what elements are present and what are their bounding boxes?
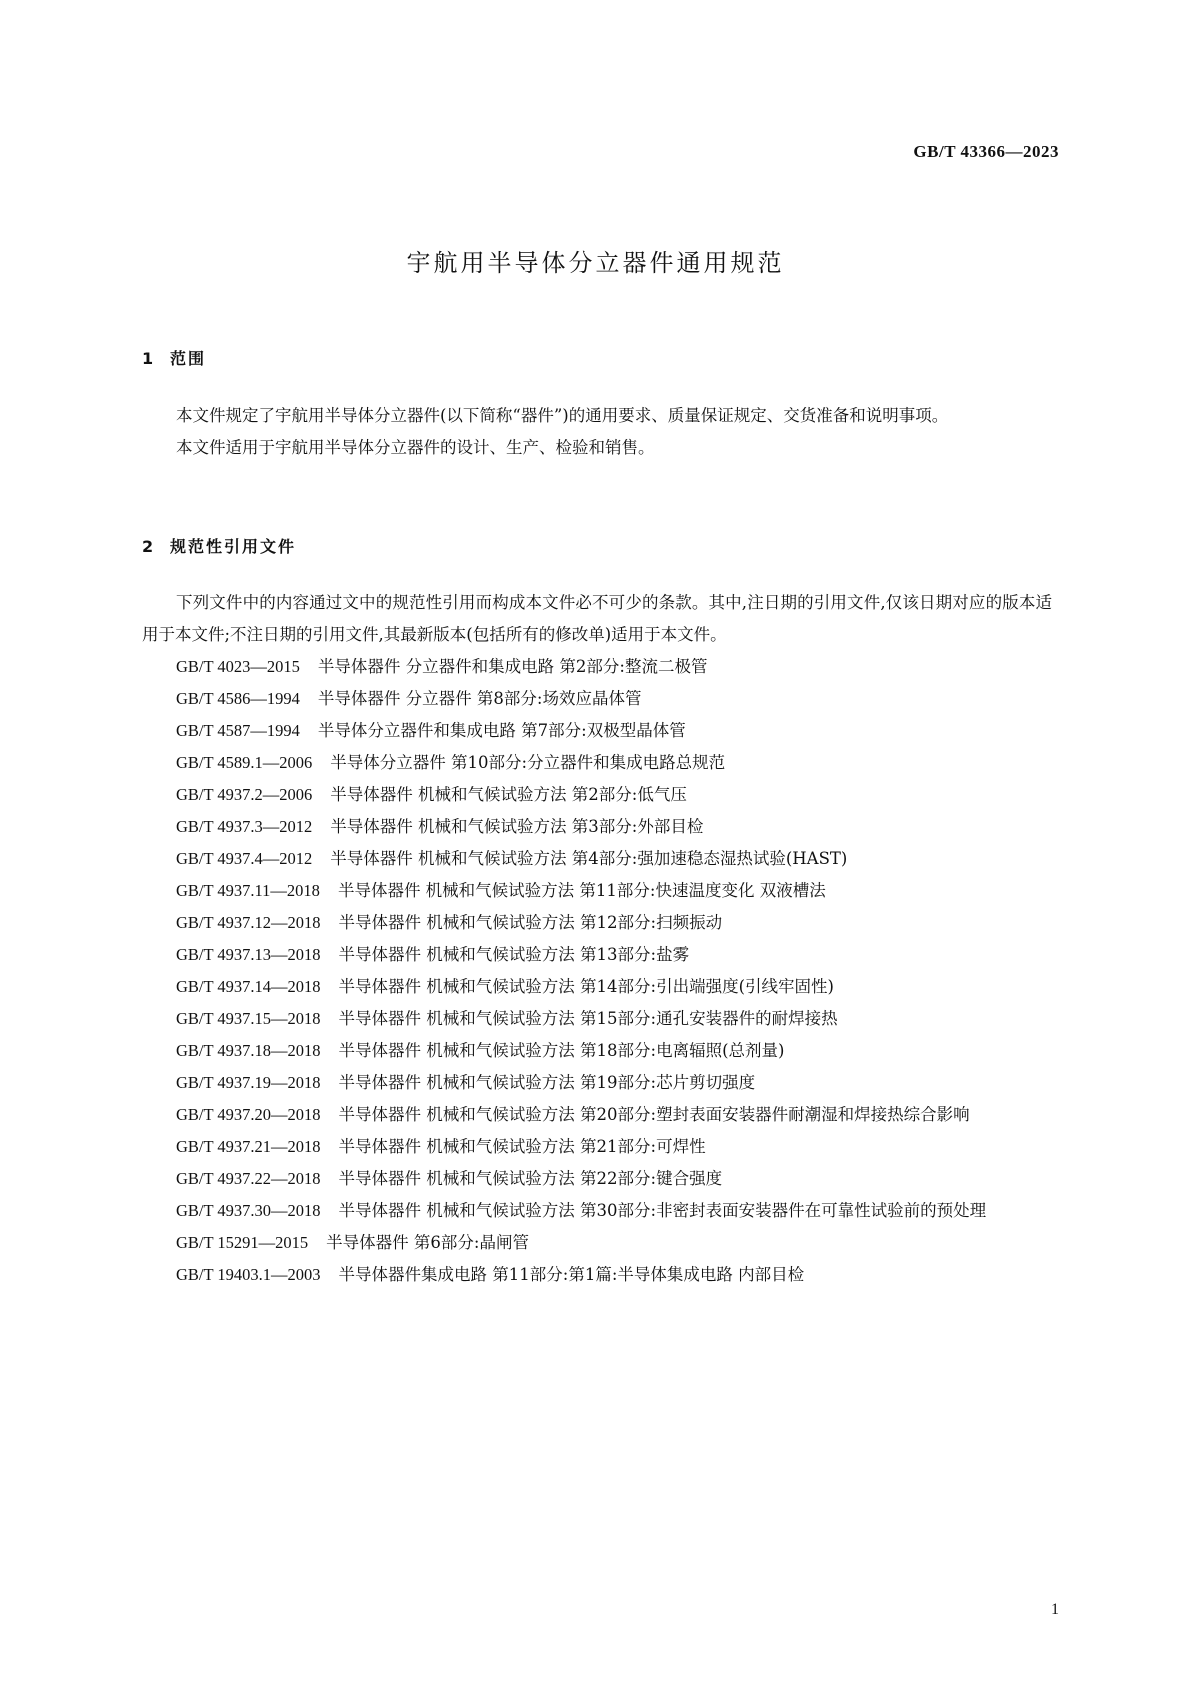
reference-code: GB/T 4937.30—2018 [176, 1201, 321, 1220]
reference-title: 半导体器件 机械和气候试验方法 第20部分:塑封表面安装器件耐潮湿和焊接热综合影响 [338, 1105, 970, 1124]
reference-item [142, 811, 1052, 843]
section-2-heading [142, 534, 296, 557]
reference-title: 半导体器件 第6部分:晶闸管 [326, 1233, 529, 1252]
reference-code: GB/T 4587—1994 [176, 721, 300, 740]
section-2-number: 2 [142, 537, 154, 556]
reference-title: 半导体器件 机械和气候试验方法 第12部分:扫频振动 [338, 913, 723, 932]
section-2-body [142, 587, 1052, 1291]
section-2-title: 规范性引用文件 [170, 537, 297, 556]
reference-item [142, 875, 1052, 907]
reference-code: GB/T 15291—2015 [176, 1233, 309, 1252]
reference-code: GB/T 4937.14—2018 [176, 977, 321, 996]
scope-paragraph: 本文件适用于宇航用半导体分立器件的设计、生产、检验和销售。 [176, 438, 655, 457]
section-1-body [142, 400, 1052, 464]
section-1-number: 1 [142, 349, 154, 368]
references-intro: 下列文件中的内容通过文中的规范性引用而构成本文件必不可少的条款。其中,注日期的引用文件,仅该日期对应的版本适用于本文件;不注日期的引用文件,其最新版本(包括所有的修改单)适用于本文件。 [142, 593, 1052, 644]
reference-item [142, 779, 1052, 811]
reference-item [142, 651, 1052, 683]
reference-code: GB/T 4937.12—2018 [176, 913, 321, 932]
reference-item [142, 1003, 1052, 1035]
reference-code: GB/T 4937.22—2018 [176, 1169, 321, 1188]
reference-item [142, 1227, 1052, 1259]
reference-code: GB/T 4023—2015 [176, 657, 300, 676]
reference-title: 半导体分立器件 第10部分:分立器件和集成电路总规范 [330, 753, 726, 772]
reference-title: 半导体器件 机械和气候试验方法 第18部分:电离辐照(总剂量) [338, 1041, 785, 1060]
reference-code: GB/T 4586—1994 [176, 689, 300, 708]
reference-code: GB/T 4937.19—2018 [176, 1073, 321, 1092]
reference-item [142, 1099, 1052, 1131]
reference-item [142, 1163, 1052, 1195]
reference-item [142, 939, 1052, 971]
reference-title: 半导体器件 机械和气候试验方法 第19部分:芯片剪切强度 [338, 1073, 756, 1092]
reference-code: GB/T 4937.3—2012 [176, 817, 313, 836]
reference-item [142, 1067, 1052, 1099]
reference-title: 半导体器件 分立器件和集成电路 第2部分:整流二极管 [317, 657, 708, 676]
reference-code: GB/T 4937.15—2018 [176, 1009, 321, 1028]
standard-number: GB/T 43366—2023 [913, 142, 1059, 161]
reference-code: GB/T 19403.1—2003 [176, 1265, 321, 1284]
reference-item [142, 1035, 1052, 1067]
reference-title: 半导体器件 机械和气候试验方法 第21部分:可焊性 [338, 1137, 706, 1156]
reference-list [142, 651, 1052, 1291]
reference-item [142, 1131, 1052, 1163]
reference-title: 半导体器件 机械和气候试验方法 第2部分:低气压 [330, 785, 687, 804]
scope-paragraph: 本文件规定了宇航用半导体分立器件(以下简称“器件”)的通用要求、质量保证规定、交货准备和说明事项。 [176, 406, 949, 425]
reference-code: GB/T 4589.1—2006 [176, 753, 313, 772]
reference-title: 半导体器件 机械和气候试验方法 第30部分:非密封表面安装器件在可靠性试验前的预处理 [338, 1201, 987, 1220]
reference-title: 半导体器件 机械和气候试验方法 第4部分:强加速稳态湿热试验(HAST) [330, 849, 848, 868]
reference-title: 半导体器件 机械和气候试验方法 第11部分:快速温度变化 双液槽法 [337, 881, 826, 900]
reference-item [142, 715, 1052, 747]
reference-title: 半导体器件 机械和气候试验方法 第13部分:盐雾 [338, 945, 690, 964]
page-number: 1 [1051, 1601, 1059, 1618]
reference-code: GB/T 4937.21—2018 [176, 1137, 321, 1156]
reference-item [142, 1259, 1052, 1291]
reference-title: 半导体分立器件和集成电路 第7部分:双极型晶体管 [317, 721, 686, 740]
reference-code: GB/T 4937.20—2018 [176, 1105, 321, 1124]
reference-item [142, 747, 1052, 779]
reference-title: 半导体器件集成电路 第11部分:第1篇:半导体集成电路 内部目检 [338, 1265, 805, 1284]
reference-code: GB/T 4937.18—2018 [176, 1041, 321, 1060]
reference-item [142, 1195, 1052, 1227]
section-1-title: 范围 [170, 349, 207, 368]
reference-item [142, 971, 1052, 1003]
document-title: 宇航用半导体分立器件通用规范 [406, 249, 785, 277]
reference-title: 半导体器件 机械和气候试验方法 第3部分:外部目检 [330, 817, 704, 836]
reference-title: 半导体器件 分立器件 第8部分:场效应晶体管 [317, 689, 642, 708]
reference-title: 半导体器件 机械和气候试验方法 第22部分:键合强度 [338, 1169, 723, 1188]
reference-item [142, 907, 1052, 939]
reference-title: 半导体器件 机械和气候试验方法 第15部分:通孔安装器件的耐焊接热 [338, 1009, 838, 1028]
reference-title: 半导体器件 机械和气候试验方法 第14部分:引出端强度(引线牢固性) [338, 977, 834, 996]
reference-item [142, 843, 1052, 875]
reference-code: GB/T 4937.13—2018 [176, 945, 321, 964]
reference-code: GB/T 4937.4—2012 [176, 849, 313, 868]
reference-item [142, 683, 1052, 715]
section-1-heading [142, 346, 206, 369]
reference-code: GB/T 4937.11—2018 [176, 881, 320, 900]
reference-code: GB/T 4937.2—2006 [176, 785, 313, 804]
